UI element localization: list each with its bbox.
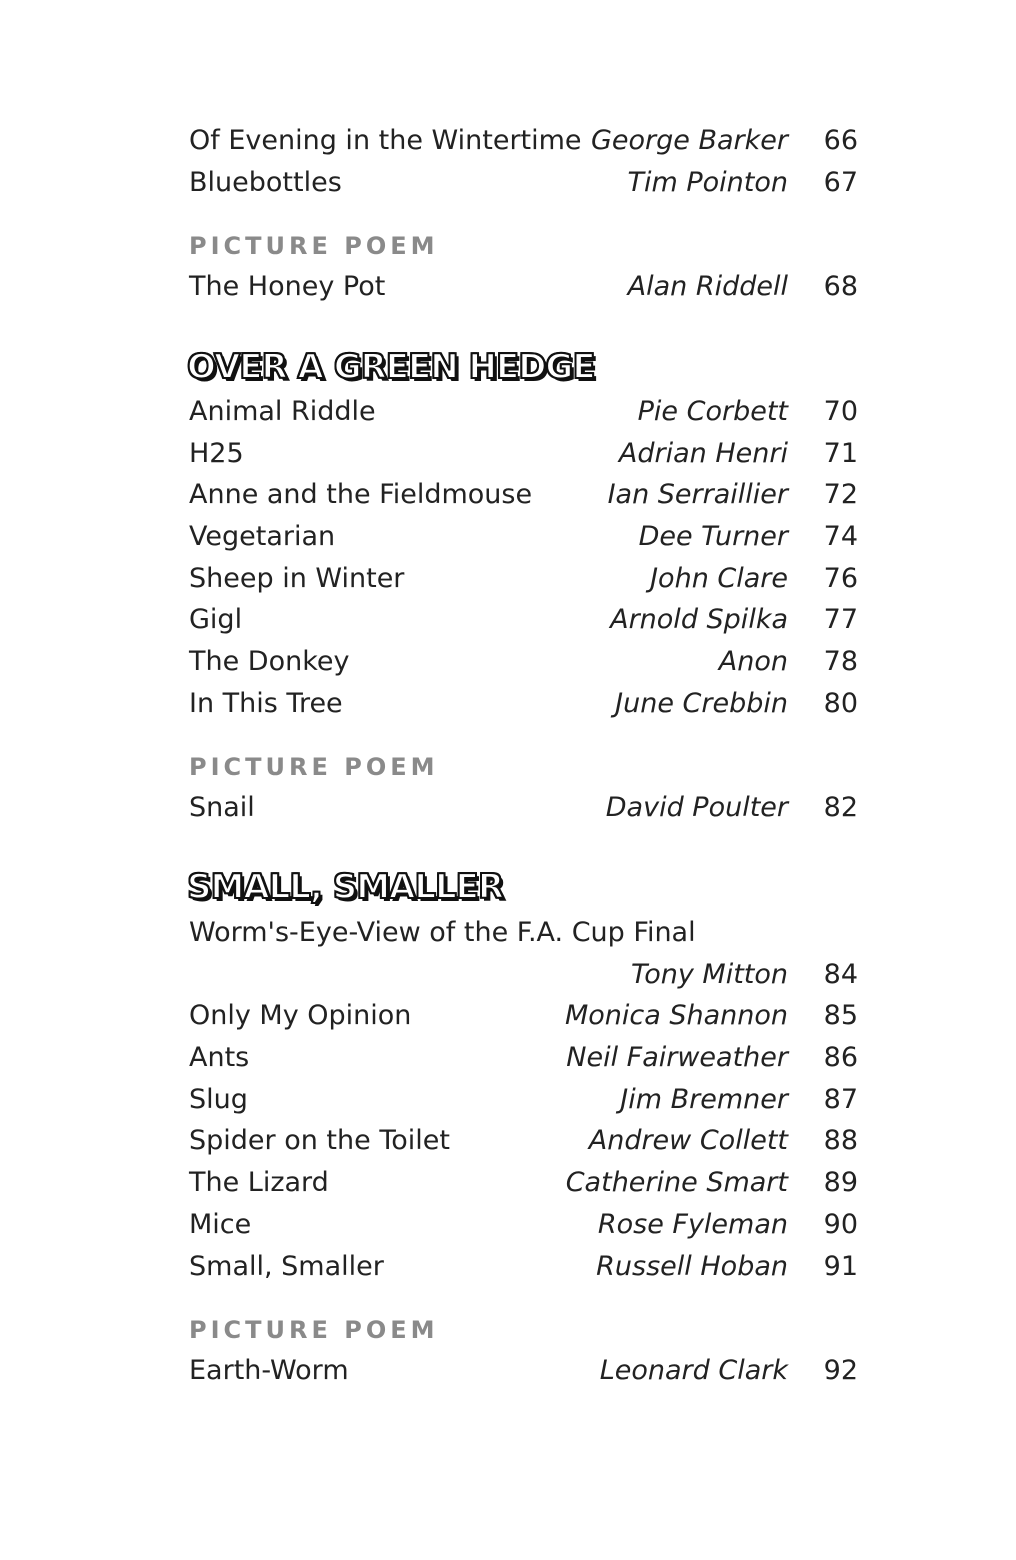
poem-author: Pie Corbett [637,396,788,427]
page-number: 85 [823,1000,858,1031]
page-number: 86 [823,1042,858,1073]
poem-title: The Lizard [189,1167,329,1198]
poem-title: Of Evening in the Wintertime [189,125,582,156]
page-number: 67 [823,167,858,198]
poem-author: Arnold Spilka [610,604,788,635]
poem-author: Andrew Collett [588,1125,788,1156]
toc-entry-title-line [189,912,858,954]
section-heading: OVER A GREEN HEDGE [187,347,595,387]
page-number: 87 [823,1084,858,1115]
page-number: 68 [823,271,858,302]
poem-title: The Honey Pot [189,271,386,302]
poem-author: Tony Mitton [631,959,788,990]
toc-entry [189,599,858,641]
page-number: 71 [823,438,858,469]
page-number: 70 [823,396,858,427]
poem-title: Mice [189,1209,252,1240]
poem-author: June Crebbin [615,688,788,719]
page-number: 84 [823,959,858,990]
poem-title: Worm's-Eye-View of the F.A. Cup Final [189,917,696,948]
page-number: 78 [823,646,858,677]
toc-entry [189,1120,858,1162]
poem-title: Bluebottles [189,167,342,198]
poem-author: Adrian Henri [618,438,788,469]
toc-entry [189,1204,858,1246]
poem-title: The Donkey [189,646,350,677]
poem-author: Neil Fairweather [566,1042,788,1073]
poem-author: John Clare [650,563,788,594]
poem-author: Leonard Clark [599,1355,788,1386]
poem-title: Snail [189,792,255,823]
poem-title: Sheep in Winter [189,563,405,594]
toc-entry [189,266,858,308]
poem-author: Russell Hoban [596,1251,788,1282]
poem-title: Slug [189,1084,248,1115]
toc-entry [189,1246,858,1288]
page-number: 92 [823,1355,858,1386]
toc-entry [189,1162,858,1204]
page-number: 80 [823,688,858,719]
poem-author: David Poulter [605,792,788,823]
toc-entry [189,641,858,683]
poem-author: Rose Fyleman [597,1209,788,1240]
poem-author: Tim Pointon [627,167,788,198]
toc-entry [189,433,858,475]
page-number: 90 [823,1209,858,1240]
page-number: 82 [823,792,858,823]
poem-author: George Barker [590,125,788,156]
picture-poem-label: PICTURE POEM [189,753,439,781]
page-number: 89 [823,1167,858,1198]
page-number: 91 [823,1251,858,1282]
toc-entry [189,1037,858,1079]
poem-author: Ian Serraillier [607,479,788,510]
toc-entry [189,683,858,725]
toc-entry [189,558,858,600]
picture-poem-label: PICTURE POEM [189,232,439,260]
poem-title: H25 [189,438,244,469]
toc-entry [189,1079,858,1121]
toc-entry-author-line [189,954,858,996]
poem-title: In This Tree [189,688,343,719]
poem-author: Jim Bremner [620,1084,788,1115]
toc-entry [189,1350,858,1392]
page-number: 77 [823,604,858,635]
poem-author: Dee Turner [638,521,788,552]
page-number: 66 [823,125,858,156]
poem-author: Alan Riddell [627,271,788,302]
poem-title: Only My Opinion [189,1000,412,1031]
poem-author: Catherine Smart [565,1167,788,1198]
toc-entry [189,787,858,829]
poem-title: Ants [189,1042,250,1073]
toc-entry [189,162,858,204]
toc-entry [189,516,858,558]
poem-title: Small, Smaller [189,1251,384,1282]
toc-entry [189,995,858,1037]
poem-title: Animal Riddle [189,396,376,427]
page-number: 76 [823,563,858,594]
poem-title: Vegetarian [189,521,336,552]
poem-title: Anne and the Fieldmouse [189,479,533,510]
page-number: 88 [823,1125,858,1156]
page-number: 72 [823,479,858,510]
poem-title: Spider on the Toilet [189,1125,450,1156]
poem-author: Monica Shannon [564,1000,788,1031]
toc-entry [189,474,858,516]
poem-author: Anon [718,646,788,677]
poem-title: Earth-Worm [189,1355,349,1386]
poem-title: Gigl [189,604,243,635]
page-number: 74 [823,521,858,552]
section-heading: SMALL, SMALLER [187,867,504,907]
toc-entry [189,391,858,433]
toc-entry [189,120,858,162]
picture-poem-label: PICTURE POEM [189,1316,439,1344]
